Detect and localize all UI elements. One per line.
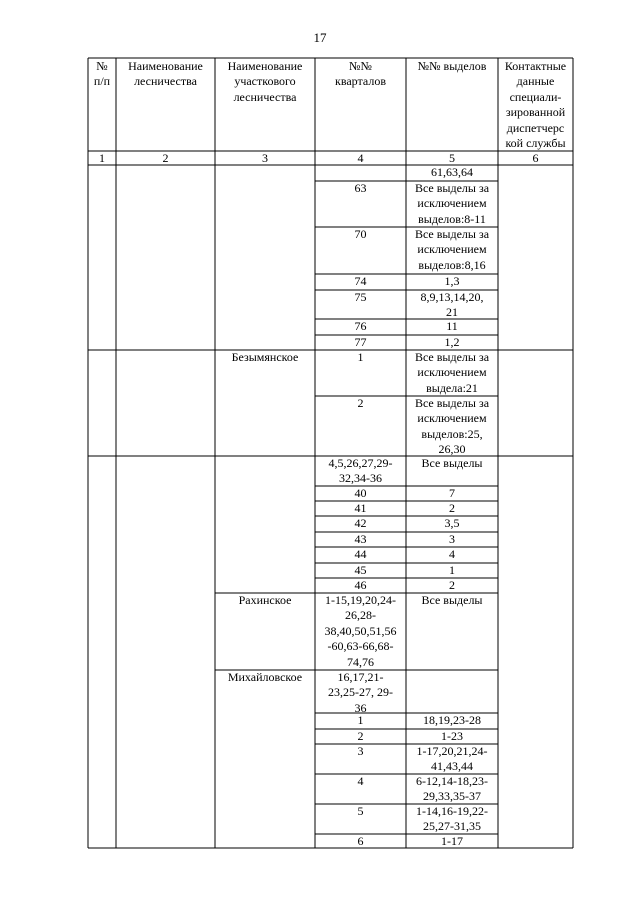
header-cell: № п/п: [93, 59, 111, 89]
quarter-cell: 16,17,21- 23,25-27, 29- 36: [328, 670, 393, 715]
quarter-cell: 4,5,26,27,29- 32,34-36: [328, 456, 393, 486]
quarter-cell: 3: [357, 744, 364, 758]
header-cell: №№ выделов: [417, 59, 487, 73]
quarter-cell: 42: [354, 516, 367, 530]
forestry-name-cell: Рахинское: [238, 593, 292, 607]
quarter-cell: 46: [354, 578, 367, 592]
plot-cell: Все выделы за исключением выделов:8,16: [414, 227, 490, 272]
plot-cell: 1,2: [444, 335, 460, 349]
plot-cell: 2: [449, 578, 455, 592]
plot-cell: 2: [449, 501, 455, 515]
quarter-cell: 40: [354, 486, 367, 500]
quarter-cell: 4: [357, 774, 364, 788]
forestry-name-cell: Михайловское: [227, 670, 303, 684]
column-number-cell: 4: [357, 151, 364, 165]
quarter-cell: 63: [354, 181, 367, 195]
header-cell: Контактные данные специали- зированной диспетчерс кой службы: [504, 59, 567, 151]
plot-cell: Все выделы: [421, 593, 483, 607]
quarter-cell: 43: [354, 532, 367, 546]
plot-cell: 7: [449, 486, 455, 500]
quarter-cell: 2: [357, 396, 364, 410]
plot-cell: 3: [449, 532, 455, 546]
quarter-cell: 1: [357, 713, 364, 727]
quarter-cell: 5: [357, 804, 364, 818]
quarter-cell: 1: [357, 350, 364, 364]
quarter-cell: 2: [357, 729, 364, 743]
header-cell: №№ кварталов: [335, 59, 386, 89]
quarter-cell: 77: [354, 335, 367, 349]
plot-cell: 6-12,14-18,23- 29,33,35-37: [416, 774, 488, 804]
header-cell: Наименование лесничества: [128, 59, 203, 89]
plot-cell: 1: [449, 563, 455, 577]
plot-cell: 3,5: [444, 516, 460, 530]
quarter-cell: 6: [357, 834, 364, 848]
quarter-cell: 41: [354, 501, 367, 515]
plot-cell: Все выделы за исключением выдела:21: [414, 350, 490, 395]
column-number-cell: 5: [449, 151, 455, 165]
plot-cell: 8,9,13,14,20, 21: [420, 290, 484, 320]
column-number-cell: 3: [262, 151, 268, 165]
plot-cell: 1-23: [441, 729, 463, 743]
quarter-cell: 44: [354, 547, 367, 561]
plot-cell: 1-17: [441, 834, 463, 848]
forestry-name-cell: Безымянское: [231, 350, 299, 364]
page-number: 17: [313, 30, 327, 45]
plot-cell: Все выделы: [421, 456, 483, 470]
plot-cell: 1,3: [444, 274, 460, 288]
plot-cell: Все выделы за исключением выделов:25, 26,30: [414, 396, 490, 457]
quarter-cell: 76: [354, 319, 367, 333]
quarter-cell: 74: [354, 274, 367, 288]
plot-cell: Все выделы за исключением выделов:8-11: [414, 181, 490, 226]
column-number-cell: 6: [532, 151, 539, 165]
column-number-cell: 1: [99, 151, 105, 165]
plot-cell: 1-17,20,21,24- 41,43,44: [416, 744, 488, 774]
quarter-cell: 70: [354, 227, 367, 241]
column-number-cell: 2: [162, 151, 169, 165]
plot-cell: 18,19,23-28: [423, 713, 481, 727]
plot-cell: 1-14,16-19,22- 25,27-31,35: [416, 804, 488, 834]
quarter-cell: 45: [354, 563, 367, 577]
quarter-cell: 75: [354, 290, 367, 304]
plot-cell: 61,63,64: [431, 165, 473, 179]
plot-cell: 11: [446, 319, 458, 333]
quarter-cell: 1-15,19,20,24- 26,28- 38,40,50,51,56 -60,63-66,68- 74,76: [324, 593, 397, 669]
plot-cell: 4: [449, 547, 455, 561]
header-cell: Наименование участкового лесничества: [227, 59, 303, 104]
